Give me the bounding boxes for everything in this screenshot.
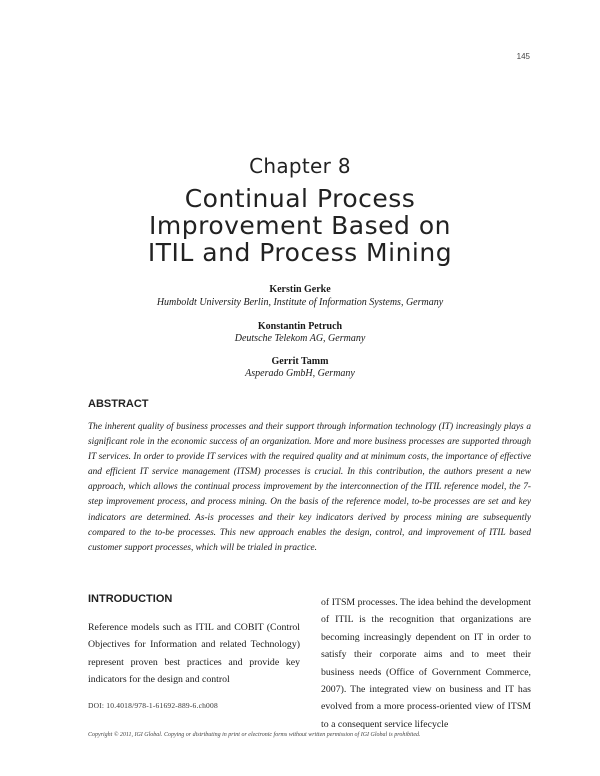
author-name-1: Kerstin Gerke: [269, 284, 331, 295]
author-affiliation-2: Deutsche Telekom AG, Germany: [234, 333, 366, 344]
chapter-title-line-1: Continual Process: [184, 184, 416, 213]
author-name-3: Gerrit Tamm: [271, 356, 329, 367]
introduction-right-column: of ITSM processes. The idea behind the development of ITIL is the recognition that organizations are becoming increasingly dependent on IT in order to satisfy their corporate aims and to meet their business needs (Office of Government Commerce, 2007). The integrated view on business and IT has evolved from a more process-oriented view of ITSM to a consequent service lifecycle: [321, 597, 531, 730]
chapter-label: Chapter 8: [249, 154, 351, 178]
abstract-body: The inherent quality of business processes and their support through information technology (IT) increasingly plays a significant role in the economic success of an organization. More and more business processes are supported through IT services. In order to provide IT services with the required quality and at minimum costs, the importance of effective and efficient IT service management (ITSM) processes is crucial. In this contribution, the authors present a new approach, which allows the continual process improvement by the interconnection of the ITIL reference model, the 7-step improvement process, and process mining. On the basis of the reference model, to-be processes are set and key indicators are determined. As-is processes and their key indicators derived by process mining are subsequently compared to the to-be processes. This new approach enables the design, control, and improvement of ITIL based customer support processes, which will be trialed in practice.: [88, 422, 531, 553]
chapter-title-line-3: ITIL and Process Mining: [147, 238, 453, 267]
page-number: 145: [516, 52, 530, 61]
abstract-heading: ABSTRACT: [88, 398, 149, 410]
introduction-heading: INTRODUCTION: [88, 593, 173, 605]
author-affiliation-1: Humboldt University Berlin, Institute of Information Systems, Germany: [156, 297, 444, 308]
copyright-notice: Copyright © 2011, IGI Global. Copying or distributing in print or electronic forms without written permission of IGI Global is prohibited.: [88, 732, 421, 738]
author-affiliation-3: Asperado GmbH, Germany: [245, 368, 355, 379]
author-name-2: Konstantin Petruch: [257, 321, 343, 332]
doi: DOI: 10.4018/978-1-61692-889-6.ch008: [88, 701, 218, 710]
chapter-title-line-2: Improvement Based on: [149, 211, 451, 240]
introduction-left-column: Reference models such as ITIL and COBIT (Control Objectives for Information and related Technology) represent proven best practices and provide key indicators for the design and control: [88, 622, 300, 686]
